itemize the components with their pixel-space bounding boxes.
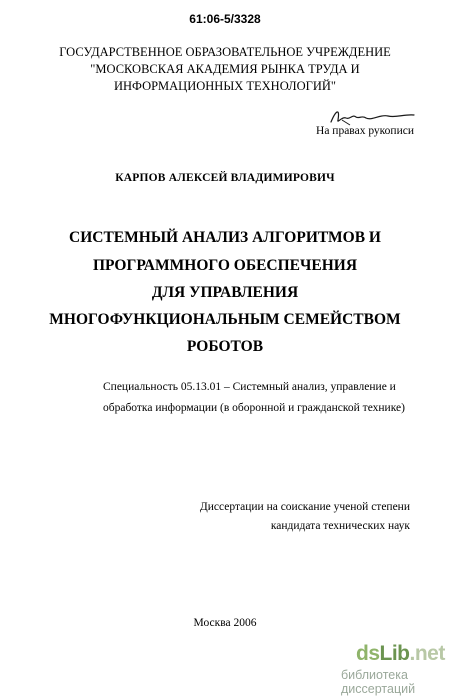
watermark-logo-net: .net bbox=[409, 642, 445, 665]
manuscript-rights-note: На правах рукописи bbox=[316, 125, 414, 137]
watermark-caption: библиотека диссертаций bbox=[341, 668, 416, 696]
title-line-2: ПРОГРАММНОГО ОБЕСПЕЧЕНИЯ bbox=[92, 257, 358, 274]
institution-line-2: "МОСКОВСКАЯ АКАДЕМИЯ РЫНКА ТРУДА И bbox=[90, 62, 360, 76]
title-line-3: ДЛЯ УПРАВЛЕНИЯ bbox=[151, 284, 299, 301]
title-line-4: МНОГОФУНКЦИОНАЛЬНЫМ СЕМЕЙСТВОМ bbox=[49, 311, 401, 328]
institution-line-1: ГОСУДАРСТВЕННОЕ ОБРАЗОВАТЕЛЬНОЕ УЧРЕЖДЕНИЕ bbox=[59, 45, 391, 59]
institution-line-3: ИНФОРМАЦИОННЫХ ТЕХНОЛОГИЙ" bbox=[113, 79, 336, 93]
title-line-1: СИСТЕМНЫЙ АНАЛИЗ АЛГОРИТМОВ И bbox=[69, 229, 381, 246]
specialty-line-1: Специальность 05.13.01 – Системный анализ, управление и bbox=[103, 381, 396, 393]
specialty-line-2: обработка информации (в оборонной и гражданской технике) bbox=[103, 402, 405, 414]
degree-line-2: кандидата технических наук bbox=[270, 520, 410, 532]
author-name: КАРПОВ АЛЕКСЕЙ ВЛАДИМИРОВИЧ bbox=[115, 172, 335, 184]
title-line-5: РОБОТОВ bbox=[186, 338, 264, 355]
watermark-logo-lib: Lib bbox=[379, 642, 410, 665]
city-year: Москва 2006 bbox=[193, 617, 257, 629]
catalog-code: 61:06-5/3328 bbox=[189, 12, 261, 26]
dslib-watermark-logo bbox=[356, 642, 445, 666]
degree-line-1: Диссертации на соискание ученой степени bbox=[199, 501, 410, 513]
watermark-logo-ds: ds bbox=[356, 642, 380, 665]
